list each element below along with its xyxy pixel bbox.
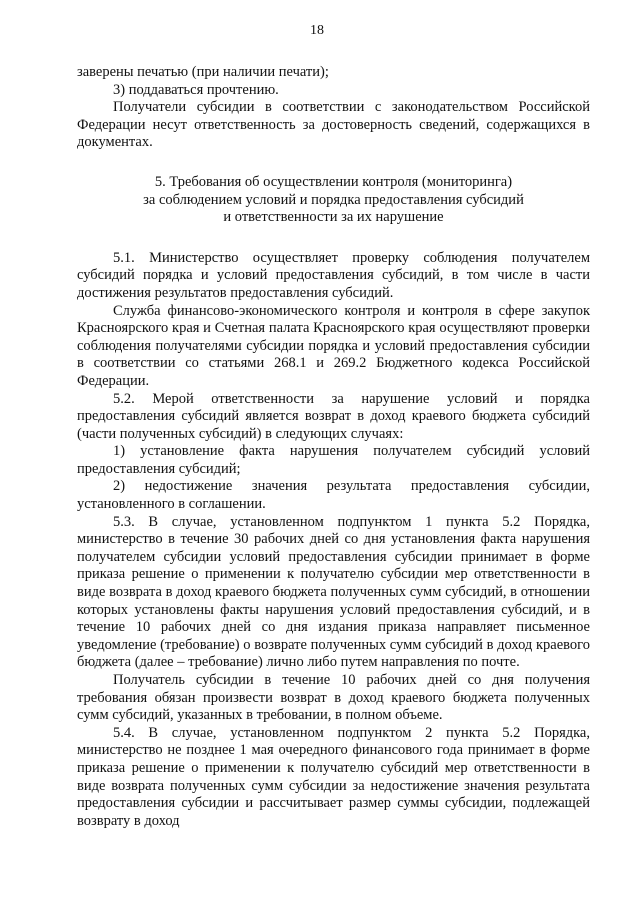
section-heading-line: 5. Требования об осуществлении контроля (мониторинга) (154, 173, 513, 190)
page-number: 18 (310, 23, 324, 38)
paragraph: Служба финансово-экономического контроля и контроля в сфере закупок Красноярского края и Счетная палата Красноярского края осуществляют проверки соблюдения получателями субсидии порядка и условий предоставления субсидии в соответствии со статьями 268.1 и 269.2 Бюджетного кодекса Российской Федерации. (77, 302, 590, 389)
paragraph: 5.1. Министерство осуществляет проверку соблюдения получателем субсидий порядка и условий предоставления субсидий, в том числе в части достижения результатов предоставления субсидий. (77, 249, 590, 301)
section-heading-line: и ответственности за их нарушение (223, 209, 444, 226)
paragraph: заверены печатью (при наличии печати); (77, 64, 329, 80)
paragraph: 5.3. В случае, установленном подпунктом 1 пункта 5.2 Порядка, министерство в течение 30 рабочих дней со дня установления факта нарушения получателем субсидии условий предоставления субсидии принимает в форме приказа решение о применении к получателю субсидии мер ответственности в виде возврата в доход краевого бюджета полученных сумм субсидий, в отношении которых установлены факты нарушения условий предоставления субсидий, и в течение 10 рабочих дней со дня издания приказа направляет письменное уведомление (требование) о возврате полученных сумм субсидий в доход краевого бюджета (далее – требование) лично либо путем направления по почте. (77, 513, 590, 671)
paragraph: 1) установление факта нарушения получателем субсидий условий предоставления субсидий; (77, 443, 590, 477)
paragraph: 3) поддаваться прочтению. (113, 81, 279, 98)
section-heading (77, 174, 590, 227)
paragraph: Получатель субсидии в течение 10 рабочих дней со дня получения требования обязан произвести возврат в доход краевого бюджета полученных сумм субсидий, указанных в требовании, в полном объеме. (77, 672, 590, 724)
paragraph: 2) недостижение значения результата предоставления субсидии, установленного в соглашении. (77, 478, 590, 513)
paragraph: Получатели субсидии в соответствии с законодательством Российской Федерации несут ответственность за достоверность сведений, содержащихся в документах. (77, 99, 590, 151)
paragraph: 5.2. Мерой ответственности за нарушение условий и порядка предоставления субсидий является возврат в доход краевого бюджета субсидий (части полученных субсидий) в следующих случаях: (77, 390, 590, 442)
paragraph: 5.4. В случае, установленном подпунктом 2 пункта 5.2 Порядка, министерство не позднее 1 мая очередного финансового года принимает в форме приказа решение о применении к получателю субсидий мер ответственности в виде возврата полученных сумм субсидии за недостижение значения результата предоставления субсидии и рассчитывает размер суммы субсидии, подлежащей возврату в доход (77, 724, 590, 829)
document-body (77, 64, 590, 830)
section-heading-line: за соблюдением условий и порядка предоставления субсидий (143, 191, 524, 208)
